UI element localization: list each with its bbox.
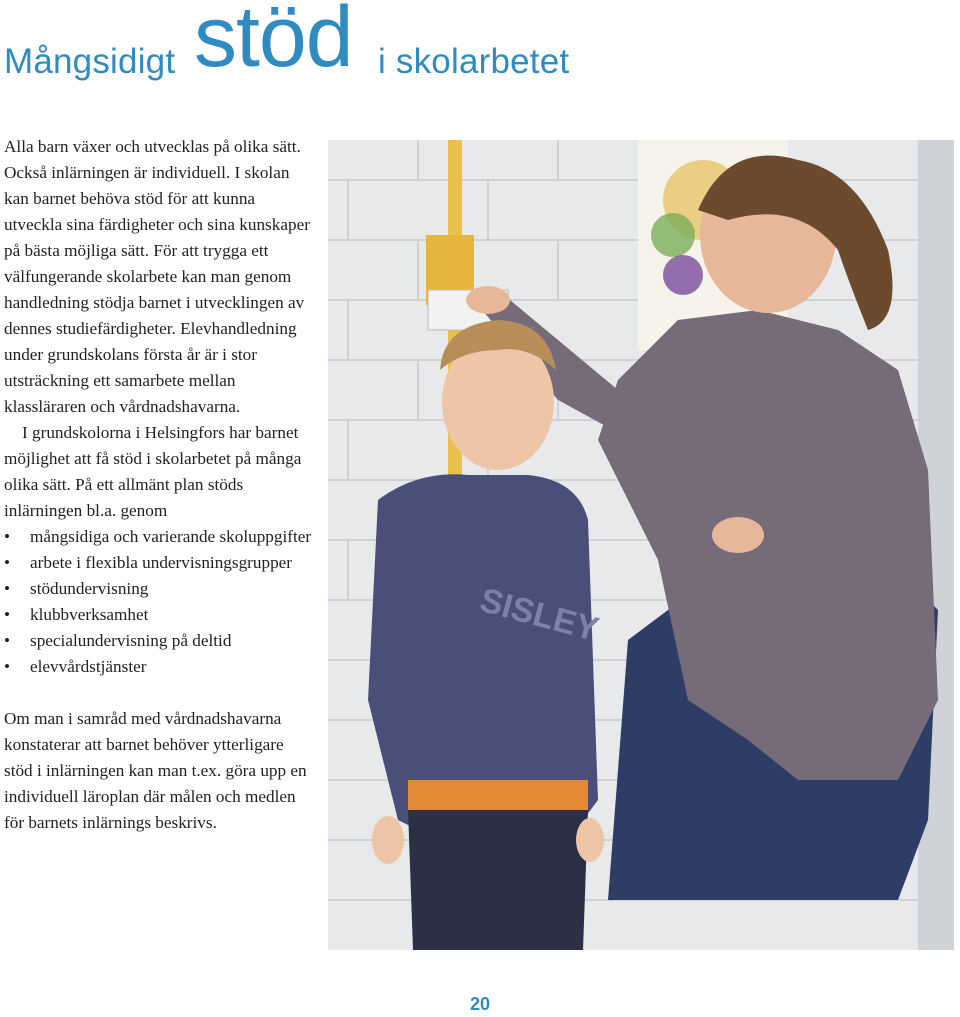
- title-emphasis: stöd: [194, 0, 353, 85]
- page-title: [4, 0, 704, 100]
- paragraph-individual-plan: Om man i samråd med vårdnadshavarna konstaterar att barnet behöver ytterligare stöd i inlärningen kan man t.ex. göra upp en individuell läroplan där målen och medlen för barnets inlärnings beskrivs.: [4, 709, 307, 832]
- list-item: • arbete i flexibla undervisningsgrupper: [4, 550, 314, 576]
- bullet-icon: •: [4, 605, 11, 624]
- list-item: • stödundervisning: [4, 576, 314, 602]
- bullet-icon: •: [4, 527, 11, 546]
- paragraph-support: I grundskolorna i Helsingfors har barnet möjlighet att få stöd i skolarbetet på många olika sätt. På ett allmänt plan stöds inlärningen bl.a. genom: [4, 423, 302, 520]
- title-prefix: Mångsidigt: [4, 42, 176, 81]
- bullet-icon: •: [4, 553, 11, 572]
- list-item: • elevvårdstjänster: [4, 654, 314, 680]
- svg-text:SISLEY: SISLEY: [475, 581, 603, 650]
- paragraph-intro: Alla barn växer och utvecklas på olika sätt. Också inlärningen är individuell. I skolan kan barnet behöva stöd för att kunna utveckla sina färdigheter och sina kunskaper på bästa möjliga sätt. För att trygga ett välfungerande skolarbete kan man genom handledning stödja barnet i utvecklingen av dennes studiefärdigheter. Elevhandledning under grundskolans första år är i stor utsträckning ett samarbete mellan klassläraren och vårdnadshavarna.: [4, 137, 310, 416]
- bullet-icon: •: [4, 631, 11, 650]
- title-suffix: i skolarbetet: [378, 42, 570, 81]
- list-item: • mångsidiga och varierande skoluppgifter: [4, 524, 314, 550]
- bullet-icon: •: [4, 579, 11, 598]
- page-number: 20: [469, 994, 491, 1014]
- list-item: • klubbverksamhet: [4, 602, 314, 628]
- list-item: • specialundervisning på deltid: [4, 628, 314, 654]
- body-text: [4, 134, 314, 836]
- photo-boy-height-measurement: [328, 140, 954, 950]
- bullet-icon: •: [4, 657, 11, 676]
- support-list: [4, 524, 314, 680]
